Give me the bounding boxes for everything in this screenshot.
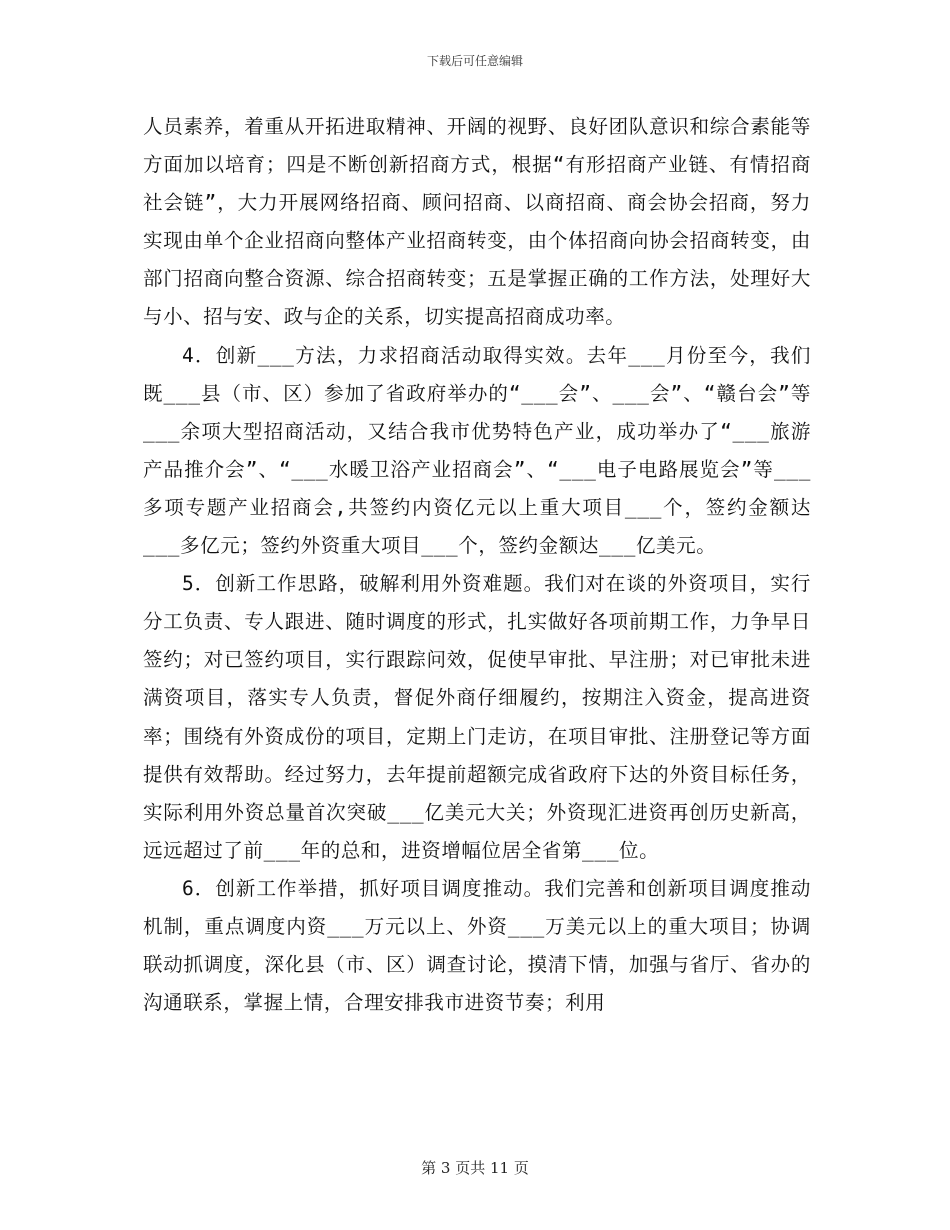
paragraph-item-6: 6．创新工作举措，抓好项目调度推动。我们完善和创新项目调度推动机制，重点调度内资___万元以上、外资___万美元以上的重大项目；协调联动抓调度，深化县（市、区）调查讨论，摸清下情，加强与省厅、省办的沟通联系，掌握上情，合理安排我市进资节奏；利用 xyxy=(143,876,811,1015)
document-body xyxy=(143,108,811,1022)
paragraph-continuation: 人员素养，着重从开拓进取精神、开阔的视野、良好团队意识和综合素能等方面加以培育；四是不断创新招商方式，根据“有形招商产业链、有情招商社会链”，大力开展网络招商、顾问招商、以商招商、商会协会招商，努力实现由单个企业招商向整体产业招商转变，由个体招商向协会招商转变，由部门招商向整合资源、综合招商转变；五是掌握正确的工作方法，处理好大与小、招与安、政与企的关系，切实提高招商成功率。 xyxy=(143,115,811,329)
page-footer: 第 3 页共 11 页 xyxy=(421,1159,529,1177)
paragraph-item-4: 4．创新___方法，力求招商活动取得实效。去年___月份至今，我们既___县（市、区）参加了省政府举办的“___会”、___会”、“赣台会”等___余项大型招商活动，又结合我市优势特色产业，成功举办了“___旅游产品推介会”、“___水暖卫浴产业招商会”、“___电子电路展览会”等___多项专题产业招商会,共签约内资亿元以上重大项目___个，签约金额达___多亿元；签约外资重大项目___个，签约金额达___亿美元。 xyxy=(143,343,811,558)
page-header: 下载后可任意编辑 xyxy=(426,54,523,68)
paragraph-item-5: 5．创新工作思路，破解利用外资难题。我们对在谈的外资项目，实行分工负责、专人跟进、随时调度的形式，扎实做好各项前期工作，力争早日签约；对已签约项目，实行跟踪问效，促使早审批、早注册；对已审批未进满资项目，落实专人负责，督促外商仔细履约，按期注入资金，提高进资率；围绕有外资成份的项目，定期上门走访，在项目审批、注册登记等方面提供有效帮助。经过努力，去年提前超额完成省政府下达的外资目标任务，实际利用外资总量首次突破___亿美元大关；外资现汇进资再创历史新高，远远超过了前___年的总和，进资增幅位居全省第___位。 xyxy=(143,572,811,862)
